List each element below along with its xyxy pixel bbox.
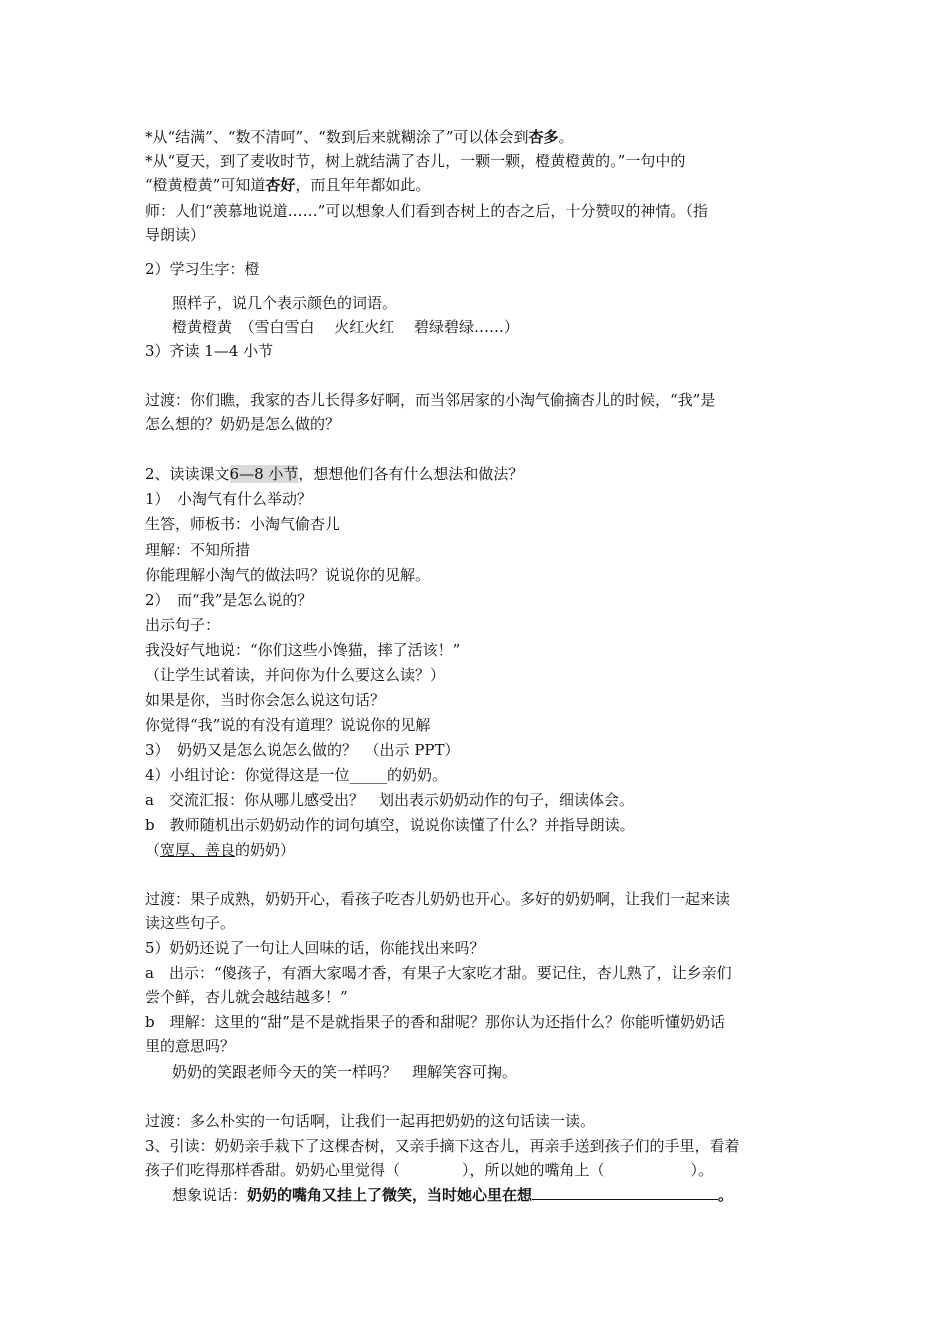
text-line: 4）小组讨论：你觉得这是一位_____的奶奶。 <box>145 766 448 784</box>
text-line: 3）齐读 1—4 小节 <box>145 342 274 360</box>
text-line: 你觉得“我”说的有没有道理？说说你的见解 <box>145 716 431 734</box>
text-line: a 交流汇报：你从哪儿感受出？ 划出表示奶奶动作的句子，细读体会。 <box>145 791 634 809</box>
underlined-text: 宽厚、善良 <box>160 841 236 859</box>
text-line: 想象说话：奶奶的嘴角又挂上了微笑，当时她心里在想 。 <box>172 1186 734 1204</box>
text-line: 过渡：果子成熟，奶奶开心，看孩子吃杏儿奶奶也开心。多好的奶奶啊，让我们一起来读 <box>145 890 731 908</box>
text-line: 读这些句子。 <box>145 914 236 932</box>
text-line: 橙黄橙黄 （雪白雪白 火红火红 碧绿碧绿……） <box>172 318 520 336</box>
text-line: 2）学习生字：橙 <box>145 260 260 278</box>
fill-in-blank <box>532 1185 718 1200</box>
text-line: 过渡：你们瞧，我家的杏儿长得多好啊，而当邻居家的小淘气偷摘杏儿的时候，“我”是 <box>145 391 716 409</box>
text-line: b 教师随机出示奶奶动作的词句填空，说说你读懂了什么？并指导朗读。 <box>145 816 635 834</box>
text-line: 导朗读） <box>145 226 206 244</box>
text-line: 理解：不知所措 <box>145 541 251 559</box>
text-line: “橙黄橙黄”可知道杏好，而且年年都如此。 <box>145 176 431 194</box>
text-line: 怎么想的？奶奶是怎么做的？ <box>145 415 341 433</box>
text-line: 1） 小淘气有什么举动？ <box>145 490 313 508</box>
text-line: *从“结满”、“数不清呵”、“数到后来就糊涂了”可以体会到杏多。 <box>145 128 574 146</box>
text-line: 你能理解小淘气的做法吗？说说你的见解。 <box>145 566 431 584</box>
text-line: 师：人们“羡慕地说道……”可以想象人们看到杏树上的杏之后，十分赞叹的神情。（指 <box>145 202 708 220</box>
text-line: 3） 奶奶又是怎么说怎么做的？ （出示 PPT） <box>145 741 460 759</box>
bold-keyword: 杏好 <box>265 176 296 194</box>
text-line: 尝个鲜，杏儿就会越结越多！” <box>145 988 348 1006</box>
text-line: 孩子们吃得那样香甜。奶奶心里觉得（ ），所以她的嘴角上（ ）。 <box>145 1161 714 1179</box>
bold-keyword: 杏多 <box>528 128 559 146</box>
text-line: 2、读读课文6—8 小节，想想他们各有什么想法和做法？ <box>145 465 524 483</box>
text-line: b 理解：这里的“甜”是不是就指果子的香和甜呢？那你认为还指什么？你能听懂奶奶话 <box>145 1013 725 1031</box>
text-line: 我没好气地说：“你们这些小馋猫，摔了活该！” <box>145 641 461 659</box>
text-line: 5）奶奶还说了一句让人回味的话，你能找出来吗？ <box>145 939 485 957</box>
text-line: 奶奶的笑跟老师今天的笑一样吗？ 理解笑容可掬。 <box>172 1063 518 1081</box>
text-line: 如果是你，当时你会怎么说这句话？ <box>145 691 386 709</box>
highlighted-text: 6—8 小节 <box>229 465 299 483</box>
text-line: （让学生试着读，并问你为什么要这么读？） <box>145 666 446 684</box>
text-line: a 出示：“傻孩子，有酒大家喝才香，有果子大家吃才甜。要记住，杏儿熟了，让乡亲们 <box>145 964 732 982</box>
text-line: 2） 而“我”是怎么说的？ <box>145 591 313 609</box>
text-line: 过渡：多么朴实的一句话啊，让我们一起再把奶奶的这句话读一读。 <box>145 1112 596 1130</box>
text-line: 照样子，说几个表示颜色的词语。 <box>172 294 398 312</box>
text-line: *从“夏天，到了麦收时节，树上就结满了杏儿，一颗一颗，橙黄橙黄的。”一句中的 <box>145 152 686 170</box>
text-line: 3、引读：奶奶亲手栽下了这棵杏树，又亲手摘下这杏儿，再亲手送到孩子们的手里，看着 <box>145 1137 740 1155</box>
text-line: 生答，师板书：小淘气偷杏儿 <box>145 515 341 533</box>
text-line: （宽厚、善良的奶奶） <box>145 841 296 859</box>
text-line: 里的意思吗？ <box>145 1037 236 1055</box>
text-line: 出示句子： <box>145 616 221 634</box>
